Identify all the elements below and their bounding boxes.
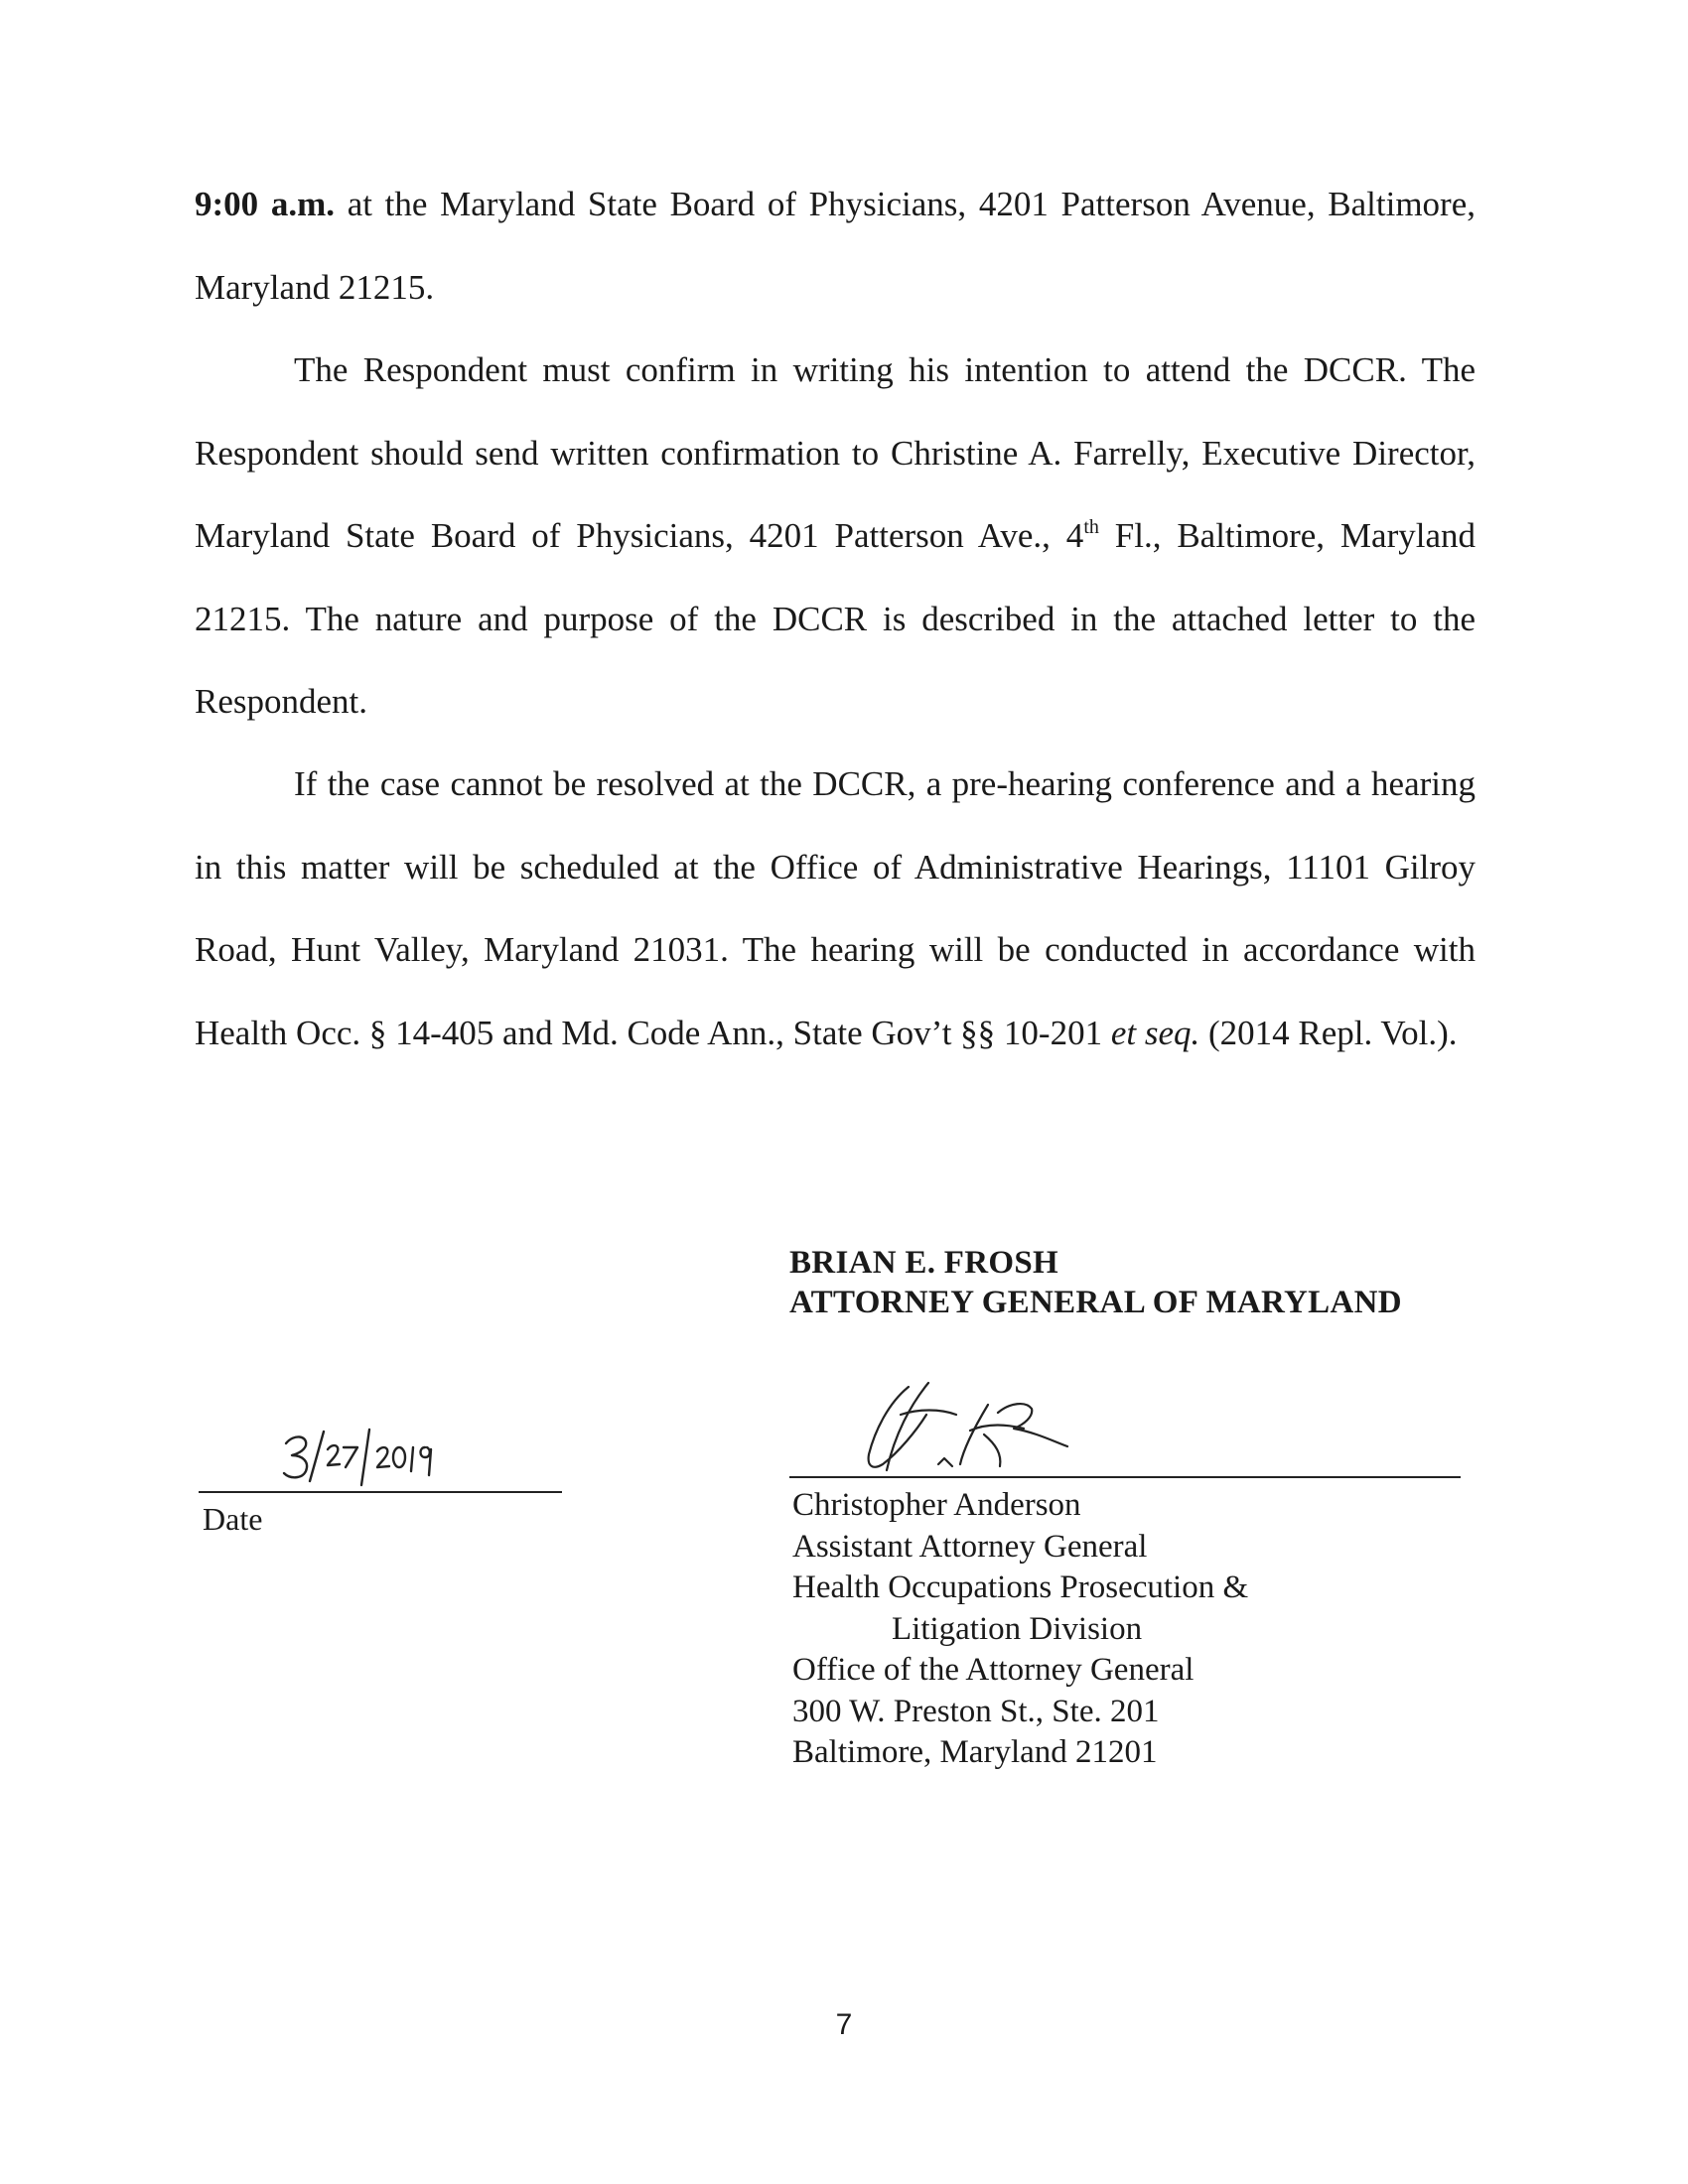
date-label: Date	[203, 1501, 263, 1537]
attorney-general-block	[789, 1243, 1484, 1322]
handwritten-date	[199, 1420, 566, 1499]
page-number: 7	[835, 2008, 853, 2041]
paragraph-confirmation	[195, 329, 1476, 744]
date-block	[199, 1420, 566, 1549]
signatory-office: Office of the Attorney General	[792, 1652, 1195, 1688]
signatory-city: Baltimore, Maryland 21201	[792, 1734, 1158, 1770]
signature-area	[789, 1375, 1465, 1484]
paragraph-confirmation-text-b: Fl., Baltimore, Maryland 21215. The nature and purpose of the DCCR is described in the attached letter to the Respondent.	[195, 516, 1476, 721]
paragraph-hearing-text-b: (2014 Repl. Vol.).	[1199, 1013, 1458, 1052]
paragraph-hearing-text-a: If the case cannot be resolved at the DCCR, a pre-hearing conference and a hearing in this matter will be scheduled at the Office of Administrative Hearings, 11101 Gilroy Road, Hunt Valley, Maryland 21031. The hearing will be conducted in accordance with Health Occ. § 14-405 and Md. Code Ann., State Gov’t §§ 10-201	[195, 764, 1476, 1052]
floor-ordinal-suffix: th	[1083, 516, 1099, 538]
signatory-division-line2: Litigation Division	[892, 1610, 1143, 1647]
attorney-general-title: ATTORNEY GENERAL OF MARYLAND	[789, 1285, 1402, 1320]
signature-line	[789, 1476, 1461, 1478]
signatory-name: Christopher Anderson	[792, 1487, 1081, 1523]
signatory-title: Assistant Attorney General	[792, 1528, 1148, 1565]
attorney-signature	[789, 1375, 1465, 1484]
date-signature-line	[199, 1491, 562, 1493]
signatory-street: 300 W. Preston St., Ste. 201	[792, 1693, 1160, 1729]
signatory-division-line1: Health Occupations Prosecution &	[792, 1570, 1249, 1605]
et-seq: et seq.	[1110, 1013, 1200, 1052]
paragraph-hearing-time	[195, 163, 1476, 329]
attorney-general-name: BRIAN E. FROSH	[789, 1245, 1058, 1281]
paragraph-confirmation-text-a: The Respondent must confirm in writing his intention to attend the DCCR. The Respondent should send written confirmation to Christine A. Farrelly, Executive Director, Maryland State Board of Physicians, 4201 Patterson Ave., 4	[195, 350, 1476, 555]
signatory-address-block	[792, 1485, 1487, 1774]
paragraph-hearing	[195, 743, 1476, 1074]
paragraph-hearing-time-text: at the Maryland State Board of Physicians, 4201 Patterson Avenue, Baltimore, Maryland 21215.	[195, 185, 1476, 307]
hearing-time: 9:00 a.m.	[195, 185, 336, 223]
